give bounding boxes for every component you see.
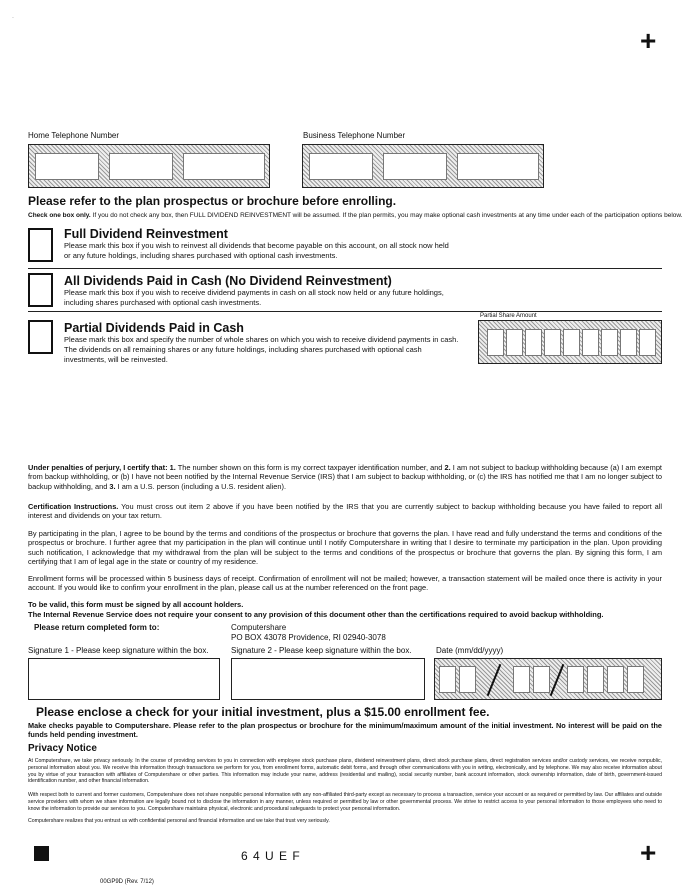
perjury-item-3: I am a U.S. person (including a U.S. resident alien). xyxy=(115,481,287,491)
perjury-certification xyxy=(28,463,662,491)
certification-instructions xyxy=(28,502,662,521)
date-year-3[interactable] xyxy=(607,666,624,693)
date-month-2[interactable] xyxy=(459,666,476,693)
share-digit-1[interactable] xyxy=(487,329,504,356)
option-divider-2 xyxy=(28,311,662,312)
payment-heading: Please enclose a check for your initial investment, plus a $15.00 enrollment fee. xyxy=(36,705,490,719)
perjury-item-1: The number shown on this form is my correct taxpayer identification number, and xyxy=(175,463,445,472)
partial-share-label: Partial Share Amount xyxy=(480,313,537,319)
return-name: Computershare xyxy=(231,623,287,632)
date-year-4[interactable] xyxy=(627,666,644,693)
signature-2-box[interactable] xyxy=(231,658,425,700)
processing-notice: Enrollment forms will be processed within 5 business days of receipt. Confirmation of enrollment will not be mailed; however, a transaction statement will be mailed once there is activity in your account. If you would like to confirm your enrollment in the plan, please call us at the number referenced on the front page. xyxy=(28,574,662,593)
payment-note: Make checks payable to Computershare. Please refer to the plan prospectus or brochure for the minimum/maximum amount of the initial investment. No interest will be paid on the funds held pending investment. xyxy=(28,721,662,740)
signature-2-label: Signature 2 - Please keep signature within the box. xyxy=(231,646,412,655)
home-phone-area-code[interactable] xyxy=(35,153,99,180)
date-label: Date (mm/dd/yyyy) xyxy=(436,646,504,655)
home-phone-label: Home Telephone Number xyxy=(28,131,120,140)
check-one-rest: If you do not check any box, then FULL DIVIDEND REINVESTMENT will be assumed. If the plan permits, you may make optional cash investments at any time under each of the participation options below. xyxy=(90,212,683,219)
business-phone-prefix[interactable] xyxy=(383,153,447,180)
option-divider-1 xyxy=(28,268,662,269)
date-separator-1 xyxy=(487,664,502,696)
all-cash-checkbox[interactable] xyxy=(28,273,53,307)
perjury-item-2-number: 2. xyxy=(444,463,451,472)
full-reinvestment-desc-1: Please mark this box if you wish to reinvest all dividends that become payable on this account, on all stock now held xyxy=(64,241,449,250)
business-phone-area-code[interactable] xyxy=(309,153,373,180)
date-year-1[interactable] xyxy=(567,666,584,693)
date-day-2[interactable] xyxy=(533,666,550,693)
registration-mark-top: + xyxy=(640,25,657,56)
return-label: Please return completed form to: xyxy=(34,623,160,632)
privacy-heading: Privacy Notice xyxy=(28,743,97,754)
share-digit-8[interactable] xyxy=(620,329,637,356)
share-digit-6[interactable] xyxy=(582,329,599,356)
business-phone-line[interactable] xyxy=(457,153,539,180)
share-digit-2[interactable] xyxy=(506,329,523,356)
check-one-instruction xyxy=(28,212,683,220)
corner-tick: . xyxy=(12,13,14,20)
perjury-bold: Under penalties of perjury, I certify that: 1. xyxy=(28,463,176,472)
share-digit-3[interactable] xyxy=(525,329,542,356)
signature-1-box[interactable] xyxy=(28,658,220,700)
partial-cash-desc-2: The dividends on all remaining shares or any future holdings, including shares purchased with optional cash xyxy=(64,345,422,354)
date-day-1[interactable] xyxy=(513,666,530,693)
perjury-item-3-number: 3. xyxy=(109,481,116,491)
return-address: PO BOX 43078 Providence, RI 02940-3078 xyxy=(231,633,386,642)
signature-1-label: Signature 1 - Please keep signature within the box. xyxy=(28,646,209,655)
form-revision: 00GP9D (Rev. 7/12) xyxy=(100,879,154,885)
date-separator-2 xyxy=(550,664,565,696)
full-reinvestment-desc-2: or any future holdings, including shares purchased with optional cash investments. xyxy=(64,251,338,260)
home-phone-prefix[interactable] xyxy=(109,153,173,180)
business-phone-label: Business Telephone Number xyxy=(303,131,406,140)
business-phone-field[interactable] xyxy=(302,144,544,188)
partial-cash-desc-3: investments, will be reinvested. xyxy=(64,355,168,364)
check-one-bold: Check one box only. xyxy=(28,212,91,219)
privacy-paragraph-3: Computershare realizes that you entrust us with confidential personal and financial information and we take that trust very seriously. xyxy=(28,818,330,824)
home-phone-field[interactable] xyxy=(28,144,270,188)
all-cash-desc-2: including shares purchased with optional cash investments. xyxy=(64,298,262,307)
certification-instructions-text: You must cross out item 2 above if you have been notified by the IRS that you are currently subject to backup withholding because you have failed to report all interest and dividends on your tax return. xyxy=(28,502,662,521)
share-digit-4[interactable] xyxy=(544,329,561,356)
full-reinvestment-checkbox[interactable] xyxy=(28,228,53,262)
privacy-paragraph-1: At Computershare, we take privacy seriously. In the course of providing services to you in connection with employee stock purchase plans, dividend reinvestment plans, direct stock purchase plans, direct registration services and/or custody services, we receive nonpublic, personal information about you. We receive this information through transactions we perform for you, from enrollment forms, automatic debit forms, and through other communications with you in writing, electronically, and by telephone. We may also receive information about you by virtue of your transaction with affiliates of Computershare or other parties. This information may include your name, address (residential and mailing), social security number, bank account information, stock ownership information, date of birth, government-issued identification number, and other financial information. xyxy=(28,758,662,785)
date-year-2[interactable] xyxy=(587,666,604,693)
all-cash-desc-1: Please mark this box if you wish to receive dividend payments in cash on all stock now held or any future holdings, xyxy=(64,288,444,297)
partial-cash-checkbox[interactable] xyxy=(28,320,53,354)
certification-instructions-bold: Certification Instructions. xyxy=(28,502,119,511)
participation-agreement: By participating in the plan, I agree to be bound by the terms and conditions of the prospectus or brochure that governs the plan. I have read and fully understand the terms and conditions of the prospectus or brochure. I further agree that my participation in the plan will continue until I notify Computershare in writing that I desire to terminate my participation in the plan. Upon providing such notification, I acknowledge that my withdrawal from the plan will be subject to the terms and conditions of the prospectus or brochure that governs the plan. By signing this form, I am certifying that I am of legal age in the state or country of my residence. xyxy=(28,529,662,567)
share-digit-9[interactable] xyxy=(639,329,656,356)
partial-share-amount-field[interactable] xyxy=(478,320,662,364)
registration-mark-bottom: + xyxy=(640,837,657,868)
form-code: 6 4 U E F xyxy=(241,849,301,863)
partial-cash-desc-1: Please mark this box and specify the number of whole shares on which you wish to receive dividend payments in cash. xyxy=(64,335,459,344)
irs-consent-notice: The Internal Revenue Service does not require your consent to any provision of this document other than the certifications required to avoid backup withholding. xyxy=(28,610,604,619)
share-digit-5[interactable] xyxy=(563,329,580,356)
full-reinvestment-title: Full Dividend Reinvestment xyxy=(64,227,228,241)
privacy-paragraph-2: With respect both to current and former customers, Computershare does not share nonpublic personal information with any non-affiliated third-party except as necessary to process a transaction, service your account or as required or permitted by law. Our affiliates and outside service providers with whom we share information are legally bound not to disclose the information in any manner, unless required or permitted by law or other governmental process. We strive to restrict access to your personal information to those employees who need to know the information to provide our services to you. Computershare maintains physical, electronic and procedural safeguards to protect your personal information. xyxy=(28,792,662,812)
partial-cash-title: Partial Dividends Paid in Cash xyxy=(64,321,244,335)
home-phone-line[interactable] xyxy=(183,153,265,180)
all-cash-title: All Dividends Paid in Cash (No Dividend Reinvestment) xyxy=(64,274,392,288)
share-digit-7[interactable] xyxy=(601,329,618,356)
date-field[interactable] xyxy=(434,658,662,700)
date-month-1[interactable] xyxy=(439,666,456,693)
valid-signature-notice: To be valid, this form must be signed by all account holders. xyxy=(28,600,244,609)
perjury-item-2: I am not subject to backup withholding because (a) I am exempt from backup withholding, or (b) I have not been notified by the Internal Revenue Service (IRS) that I am subject to backup withholding, or (c) the IRS has notified me that I am no longer subject to backup withholding, and xyxy=(28,463,662,491)
alignment-square xyxy=(34,846,49,861)
plan-heading: Please refer to the plan prospectus or brochure before enrolling. xyxy=(28,194,397,208)
